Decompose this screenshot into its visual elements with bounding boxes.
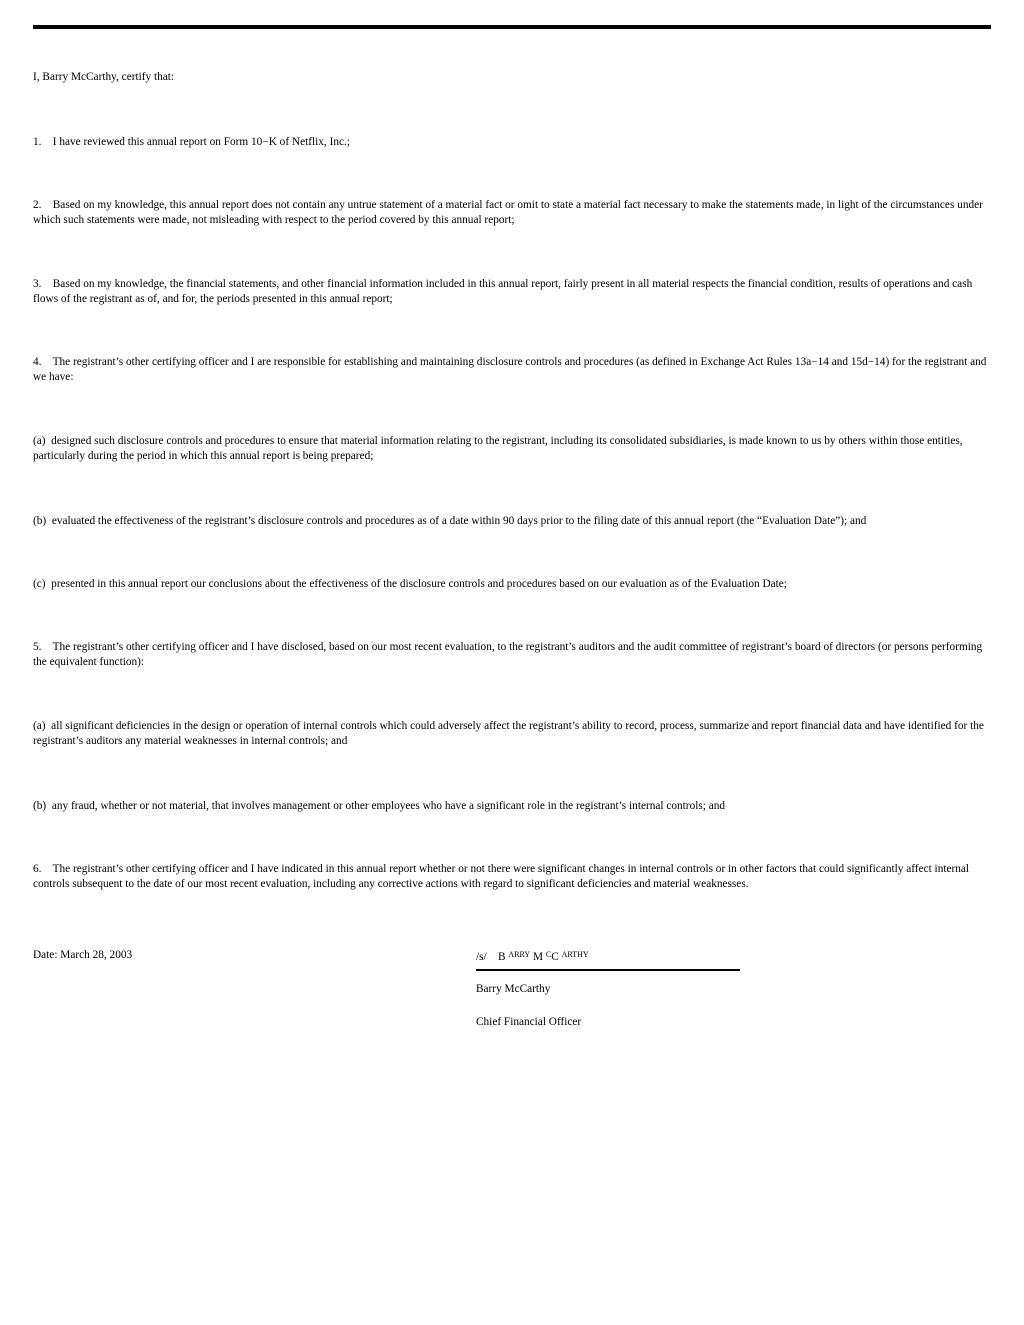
signature-part: ARRY: [508, 950, 531, 959]
certification-item-1: 1. I have reviewed this annual report on Form 10−K of Netflix, Inc.;: [33, 136, 350, 148]
signature-part: C: [545, 950, 552, 959]
signature-part: C: [551, 951, 559, 963]
signature-part: B: [497, 951, 506, 963]
signature-part: ARTHY: [561, 950, 589, 959]
signatory-title: Chief Financial Officer: [476, 1016, 582, 1028]
certification-item-3: 3. Based on my knowledge, the financial statements, and other financial information included in this annual report, fairly present in all material respects the financial condition, results of operations and cash flows of the registrant as of, and for, the periods presented in this annual report;: [33, 278, 973, 305]
signature-prefix: /s/: [476, 951, 487, 963]
signature-rule: [476, 969, 740, 971]
certification-item-4a: (a) designed such disclosure controls and procedures to ensure that material information relating to the registrant, including its consolidated subsidiaries, is made known to us by others within those entities, particularly during the period in which this annual report is being prepared;: [33, 435, 963, 462]
signature-line: [476, 944, 740, 966]
certification-item-5: 5. The registrant’s other certifying officer and I have disclosed, based on our most recent evaluation, to the registrant’s auditors and the audit committee of registrant’s board of directors (or persons performing the equivalent function):: [33, 641, 983, 668]
certification-item-4b: (b) evaluated the effectiveness of the registrant’s disclosure controls and procedures as of a date within 90 days prior to the filing date of this annual report (the “Evaluation Date”); and: [33, 515, 867, 527]
certification-item-6: 6. The registrant’s other certifying officer and I have indicated in this annual report whether or not there were significant changes in internal controls or in other factors that could significantly affect internal controls subsequent to the date of our most recent evaluation, including any corrective actions with regard to significant deficiencies and material weaknesses.: [33, 863, 970, 890]
certification-item-5b: (b) any fraud, whether or not material, that involves management or other employees who have a significant role in the registrant’s internal controls; and: [33, 800, 726, 812]
certification-item-2: 2. Based on my knowledge, this annual report does not contain any untrue statement of a material fact or omit to state a material fact necessary to make the statements made, in light of the circumstances under which such statements were made, not misleading with respect to the period covered by this annual report;: [33, 199, 983, 226]
signature-part: M: [532, 951, 544, 963]
intro-statement: I, Barry McCarthy, certify that:: [33, 71, 175, 83]
certification-item-5a: (a) all significant deficiencies in the design or operation of internal controls which could adversely affect the registrant’s ability to record, process, summarize and report financial data and have identified for the registrant’s auditors any material weaknesses in internal controls; and: [33, 720, 984, 747]
header-rule: [33, 25, 991, 29]
date-line: Date: March 28, 2003: [33, 949, 133, 961]
certification-item-4c: (c) presented in this annual report our conclusions about the effectiveness of the disclosure controls and procedures based on our evaluation as of the Evaluation Date;: [33, 578, 787, 590]
signatory-name: Barry McCarthy: [476, 983, 551, 995]
certification-item-4: 4. The registrant’s other certifying officer and I are responsible for establishing and maintaining disclosure controls and procedures (as defined in Exchange Act Rules 13a−14 and 15d−14) for the registrant and we have:: [33, 356, 987, 383]
